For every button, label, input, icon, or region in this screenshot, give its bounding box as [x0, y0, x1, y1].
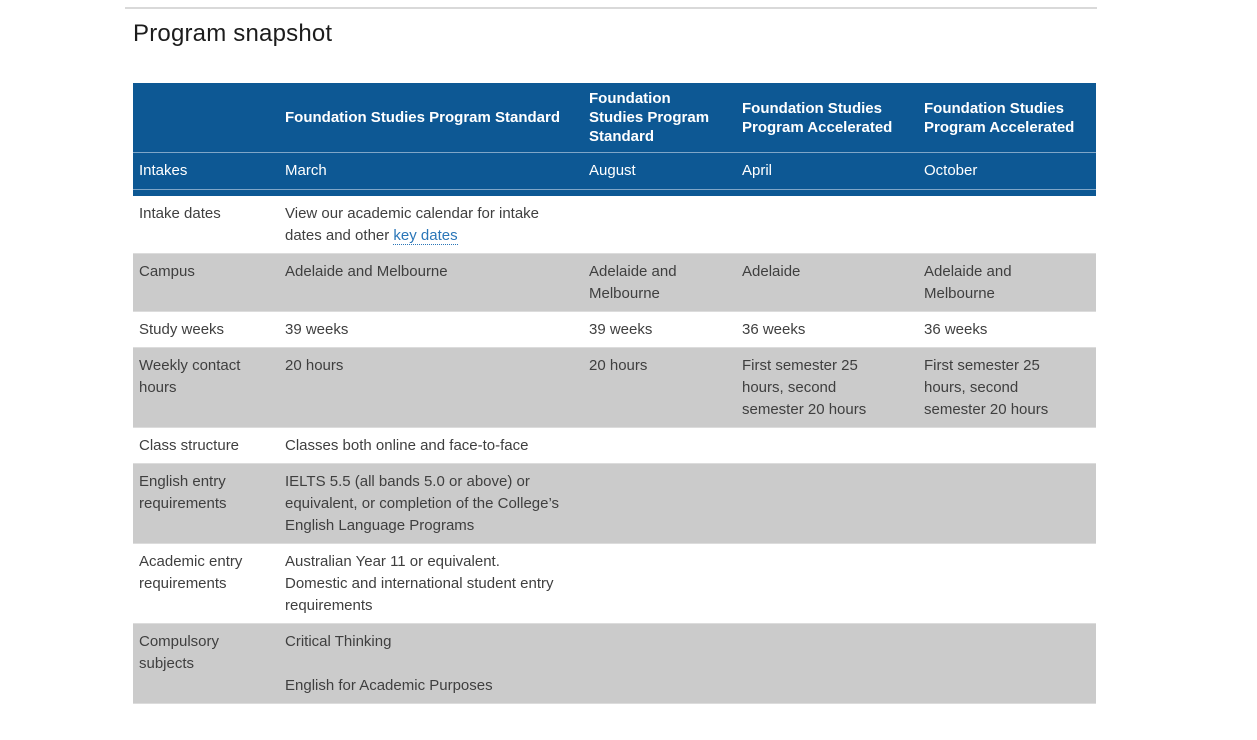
- study-weeks-value-3: 36 weeks: [734, 312, 916, 348]
- page-container: [133, 7, 1096, 704]
- row-label-weekly-contact-hours: Weekly contact hours: [133, 348, 277, 428]
- row-label-academic-entry: Academic entry requirements: [133, 544, 277, 624]
- compulsory-subject-2: English for Academic Purposes: [285, 677, 493, 694]
- column-header-standard-2: Foundation Studies Program Standard: [581, 83, 734, 153]
- intakes-value-april: April: [734, 153, 916, 190]
- table-row-compulsory-subjects: [133, 624, 1096, 704]
- row-label-intake-dates: Intake dates: [133, 196, 277, 254]
- english-entry-value: IELTS 5.5 (all bands 5.0 or above) or equivalent, or completion of the College’s English Language Programs: [277, 464, 581, 544]
- key-dates-link[interactable]: key dates: [393, 227, 458, 244]
- row-label-campus: Campus: [133, 254, 277, 312]
- campus-value-2: Adelaide and Melbourne: [581, 254, 734, 312]
- compulsory-subject-1: Critical Thinking: [285, 633, 392, 650]
- top-divider: [125, 7, 1097, 9]
- study-weeks-value-1: 39 weeks: [277, 312, 581, 348]
- class-structure-value: Classes both online and face-to-face: [277, 428, 581, 464]
- weekly-hours-value-4: First semester 25 hours, second semester 20 hours: [916, 348, 1096, 428]
- column-header-standard-1: Foundation Studies Program Standard: [277, 83, 581, 153]
- program-snapshot-table: [133, 83, 1096, 704]
- row-label-study-weeks: Study weeks: [133, 312, 277, 348]
- campus-value-1: Adelaide and Melbourne: [277, 254, 581, 312]
- page-title: Program snapshot: [133, 20, 333, 47]
- table-row-academic-entry: [133, 544, 1096, 624]
- column-header-accelerated-2: Foundation Studies Program Accelerated: [916, 83, 1096, 153]
- intakes-value-august: August: [581, 153, 734, 190]
- weekly-hours-value-3: First semester 25 hours, second semester 20 hours: [734, 348, 916, 428]
- study-weeks-value-4: 36 weeks: [916, 312, 1096, 348]
- academic-entry-value: Australian Year 11 or equivalent. Domestic and international student entry requirements: [277, 544, 581, 624]
- row-label-class-structure: Class structure: [133, 428, 277, 464]
- compulsory-subjects-cell: [277, 624, 581, 704]
- row-label-compulsory-subjects: Compulsory subjects: [133, 624, 277, 704]
- campus-value-3: Adelaide: [734, 254, 916, 312]
- column-header-row: [133, 83, 1096, 153]
- intakes-value-march: March: [277, 153, 581, 190]
- weekly-hours-value-1: 20 hours: [277, 348, 581, 428]
- campus-value-4: Adelaide and Melbourne: [916, 254, 1096, 312]
- table-row-study-weeks: [133, 312, 1096, 348]
- intake-dates-text: View our academic calendar for intake dates and other: [285, 205, 540, 244]
- table-row-intake-dates: [133, 196, 1096, 254]
- table-row-campus: [133, 254, 1096, 312]
- table-row-class-structure: [133, 428, 1096, 464]
- table-row-weekly-contact-hours: [133, 348, 1096, 428]
- row-label-english-entry: English entry requirements: [133, 464, 277, 544]
- intakes-value-october: October: [916, 153, 1096, 190]
- row-label-intakes: Intakes: [133, 153, 277, 190]
- study-weeks-value-2: 39 weeks: [581, 312, 734, 348]
- intakes-row: [133, 153, 1096, 190]
- intake-dates-cell: [277, 196, 581, 254]
- weekly-hours-value-2: 20 hours: [581, 348, 734, 428]
- column-header-empty: [133, 83, 277, 153]
- table-row-english-entry: [133, 464, 1096, 544]
- column-header-accelerated-1: Foundation Studies Program Accelerated: [734, 83, 916, 153]
